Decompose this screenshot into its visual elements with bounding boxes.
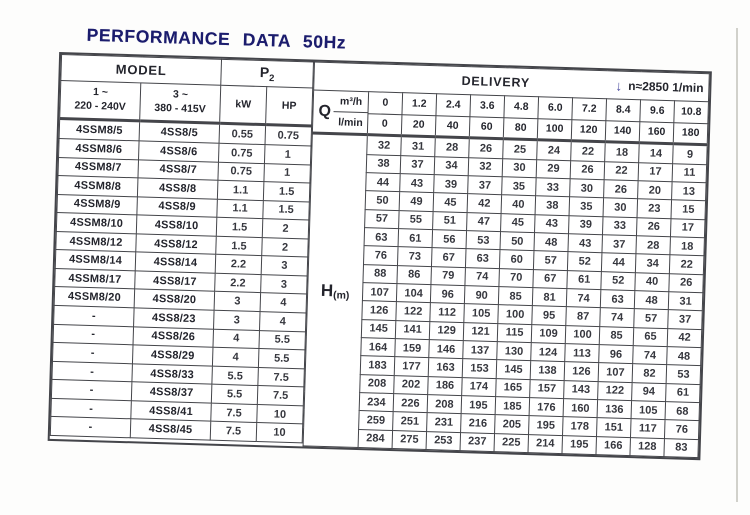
head-value-cell: 32	[468, 157, 503, 176]
model-3ph-cell: 4SS8/37	[131, 382, 212, 403]
head-value-cell: 61	[567, 270, 602, 289]
flow-lmin-cell: 80	[503, 117, 538, 139]
head-value-cell: 26	[570, 160, 605, 179]
model-header: MODEL	[61, 55, 222, 86]
model-3ph-cell: 4SS8/14	[135, 252, 216, 273]
head-value-cell: 31	[668, 292, 703, 311]
flow-lmin-cell: 180	[673, 122, 708, 145]
head-value-cell: 122	[396, 302, 431, 321]
head-value-cell: 34	[635, 254, 670, 273]
hp-cell: 1.5	[263, 200, 310, 220]
head-value-cell: 122	[598, 381, 633, 400]
head-value-cell: 40	[635, 272, 670, 291]
head-value-cell: 145	[496, 360, 531, 379]
phase1-label: 1 ~	[92, 86, 109, 99]
head-value-cell: 43	[535, 214, 570, 233]
head-value-cell: 9	[673, 144, 708, 165]
head-value-cell: 11	[672, 163, 707, 182]
flow-lmin-cell: 0	[367, 113, 402, 135]
kw-header: kW	[220, 85, 267, 124]
flow-header-wrap	[313, 91, 368, 134]
kw-cell: 7.5	[211, 403, 258, 423]
kw-cell: 4	[213, 329, 260, 349]
phase3-voltage: 380 - 415V	[154, 101, 206, 116]
head-value-cell: 39	[434, 175, 469, 194]
head-value-cell: 14	[639, 143, 674, 164]
head-value-cell: 153	[462, 359, 497, 378]
flow-m3h-cell: 9.6	[640, 100, 675, 122]
head-value-cell: 22	[604, 161, 639, 180]
p2-label: P	[259, 63, 270, 80]
speed-note: n≈2850 1/min	[628, 78, 704, 95]
head-value-cell: 22	[571, 141, 606, 162]
head-value-cell: 44	[601, 253, 636, 272]
head-value-cell: 47	[467, 212, 502, 231]
head-value-cell: 237	[460, 432, 495, 451]
head-value-cell: 52	[567, 252, 602, 271]
hp-cell: 5.5	[258, 349, 305, 369]
head-value-cell: 186	[428, 376, 463, 395]
head-value-cell: 15	[671, 200, 706, 219]
head-value-cell: 26	[604, 180, 639, 199]
kw-cell: 0.75	[218, 143, 265, 163]
model-3ph-cell: 4SS8/7	[138, 159, 219, 180]
hp-cell: 3	[261, 256, 308, 276]
head-value-cell: 105	[464, 304, 499, 323]
head-value-cell: 160	[563, 399, 598, 418]
head-value-cell: 112	[430, 303, 465, 322]
head-value-cell: 37	[468, 176, 503, 195]
head-value-cell: 126	[362, 301, 397, 320]
kw-cell: 5.5	[212, 366, 259, 386]
head-value-cell: 202	[394, 375, 429, 394]
head-value-cell: 35	[502, 177, 537, 196]
head-value-cell: 29	[536, 159, 571, 178]
head-value-cell: 96	[599, 345, 634, 364]
model-1ph-cell: 4SSM8/20	[54, 287, 135, 308]
model-3ph-cell: 4SS8/10	[136, 215, 217, 236]
head-value-cell: 208	[360, 374, 395, 393]
head-value-cell: 113	[565, 344, 600, 363]
kw-cell: 2.2	[215, 255, 262, 275]
head-value-cell: 55	[399, 210, 434, 229]
head-value-cell: 30	[603, 198, 638, 217]
head-value-cell: 165	[496, 378, 531, 397]
head-value-cell: 63	[465, 249, 500, 268]
head-value-cell: 137	[463, 341, 498, 360]
head-value-cell: 39	[569, 215, 604, 234]
flow-lmin-cell: 120	[571, 119, 606, 141]
head-value-cell: 96	[430, 285, 465, 304]
flow-m3h-cell: 3.6	[470, 95, 505, 117]
head-value-cell: 76	[364, 246, 399, 265]
head-value-cell: 51	[433, 211, 468, 230]
head-value-cell: 50	[365, 191, 400, 210]
head-value-cell: 43	[400, 174, 435, 193]
head-value-cell: 208	[427, 395, 462, 414]
head-value-cell: 164	[361, 338, 396, 357]
head-value-cell: 76	[665, 420, 700, 439]
flow-lmin-cell: 60	[469, 116, 504, 138]
head-value-cell: 67	[533, 269, 568, 288]
head-value-cell: 48	[534, 233, 569, 252]
model-1ph-cell: 4SSM8/10	[56, 213, 137, 234]
head-value-cell: 32	[367, 135, 402, 156]
flow-m3h-cell: 6.0	[538, 97, 573, 119]
head-value-cell: 63	[364, 228, 399, 247]
model-3ph-cell: 4SS8/26	[133, 326, 214, 347]
kw-cell: 5.5	[211, 384, 258, 404]
head-value-cell: 45	[501, 213, 536, 232]
model-1ph-cell: -	[50, 417, 131, 438]
head-value-cell: 216	[461, 414, 496, 433]
head-value-cell: 183	[360, 356, 395, 375]
head-value-cell: 195	[529, 416, 564, 435]
model-1ph-cell: -	[53, 324, 134, 345]
model-3ph-cell: 4SS8/6	[139, 141, 220, 162]
kw-cell: 0.55	[219, 123, 266, 144]
head-value-cell: 205	[495, 415, 530, 434]
head-value-cell: 82	[632, 364, 667, 383]
head-meters-label	[303, 133, 367, 447]
head-value-cell: 253	[426, 431, 461, 450]
head-value-cell: 56	[432, 230, 467, 249]
model-3ph-cell: 4SS8/45	[130, 419, 211, 440]
kw-cell: 4	[212, 347, 259, 367]
head-value-cell: 74	[600, 308, 635, 327]
p2-header	[221, 59, 314, 88]
flow-lmin-cell: 20	[401, 114, 436, 136]
phase3-voltage-header	[140, 83, 221, 123]
flow-m3h-cell: 2.4	[436, 94, 471, 116]
head-value-cell: 22	[669, 255, 704, 274]
head-value-cell: 57	[365, 209, 400, 228]
head-value-cell: 163	[428, 358, 463, 377]
kw-cell: 2.2	[215, 273, 262, 293]
head-value-cell: 177	[394, 357, 429, 376]
performance-table	[48, 52, 712, 460]
head-value-cell: 18	[670, 237, 705, 256]
head-value-cell: 124	[531, 343, 566, 362]
head-value-cell: 151	[597, 418, 632, 437]
head-value-cell: 37	[400, 155, 435, 174]
head-value-cell: 104	[396, 284, 431, 303]
model-1ph-cell: -	[51, 380, 132, 401]
model-3ph-cell: 4SS8/33	[132, 364, 213, 385]
head-value-cell: 178	[563, 417, 598, 436]
model-1ph-cell: 4SSM8/8	[57, 176, 138, 197]
head-value-cell: 107	[598, 363, 633, 382]
head-value-cell: 129	[429, 321, 464, 340]
model-power-table	[50, 54, 314, 443]
head-value-cell: 117	[631, 419, 666, 438]
head-value-cell: 50	[500, 232, 535, 251]
head-value-cell: 18	[605, 142, 640, 163]
head-value-cell: 141	[395, 320, 430, 339]
flow-m3h-cell: 10.8	[674, 101, 709, 124]
down-arrow-icon: ↓	[615, 77, 623, 94]
head-value-cell: 43	[568, 234, 603, 253]
delivery-label: DELIVERY	[461, 73, 531, 90]
head-value-cell: 95	[532, 306, 567, 325]
phase1-voltage: 220 - 240V	[74, 99, 126, 113]
lmin-unit-label: l/min	[338, 116, 363, 130]
head-value-cell: 176	[529, 398, 564, 417]
head-value-cell: 234	[359, 393, 394, 412]
head-value-cell: 74	[465, 267, 500, 286]
head-value-cell: 73	[398, 247, 433, 266]
hp-cell: 5.5	[259, 330, 306, 350]
model-3ph-cell: 4SS8/41	[131, 401, 212, 422]
head-value-cell: 26	[469, 138, 504, 159]
p2-subscript: 2	[268, 72, 275, 84]
hp-cell: 7.5	[257, 386, 304, 406]
head-value-cell: 85	[599, 326, 634, 345]
model-1ph-cell: -	[51, 398, 132, 419]
flow-lmin-cell: 40	[435, 115, 470, 137]
head-value-cell: 128	[630, 437, 665, 456]
head-value-cell: 33	[536, 178, 571, 197]
head-value-cell: 231	[427, 413, 462, 432]
head-value-cell: 88	[363, 264, 398, 283]
head-value-cell: 34	[434, 156, 469, 175]
head-value-cell: 94	[632, 382, 667, 401]
hp-cell: 4	[260, 312, 307, 332]
head-value-cell: 195	[461, 396, 496, 415]
head-value-cell: 53	[466, 231, 501, 250]
head-value-cell: 44	[366, 173, 401, 192]
head-value-cell: 195	[562, 435, 597, 454]
head-value-cell: 145	[361, 319, 396, 338]
head-value-cell: 30	[570, 179, 605, 198]
flow-m3h-cell: 4.8	[504, 96, 539, 118]
head-value-cell: 87	[566, 307, 601, 326]
head-value-cell: 40	[501, 195, 536, 214]
head-value-cell: 53	[666, 365, 701, 384]
head-value-cell: 52	[601, 271, 636, 290]
head-value-cell: 17	[670, 218, 705, 237]
model-3ph-cell: 4SS8/29	[132, 345, 213, 366]
h-unit: (m)	[332, 288, 350, 302]
speed-note-group	[615, 77, 704, 96]
model-1ph-cell: 4SSM8/14	[55, 250, 136, 271]
head-value-cell: 28	[435, 137, 470, 158]
model-1ph-cell: -	[52, 343, 133, 364]
head-value-cell: 214	[528, 434, 563, 453]
model-1ph-cell: 4SSM8/9	[57, 194, 138, 215]
head-value-cell: 49	[399, 192, 434, 211]
h-label: H	[320, 280, 334, 300]
model-1ph-cell: -	[52, 361, 133, 382]
head-value-cell: 174	[462, 377, 497, 396]
head-value-cell: 38	[535, 196, 570, 215]
head-value-cell: 107	[362, 283, 397, 302]
head-value-cell: 61	[398, 229, 433, 248]
hp-header: HP	[266, 87, 313, 126]
head-value-cell: 30	[502, 158, 537, 177]
head-value-cell: 45	[433, 193, 468, 212]
kw-cell: 3	[214, 310, 261, 330]
head-value-cell: 13	[672, 182, 707, 201]
flow-m3h-cell: 8.4	[606, 99, 641, 121]
q-label: Q	[318, 102, 332, 120]
head-value-cell: 35	[569, 197, 604, 216]
head-value-cell: 259	[359, 411, 394, 430]
head-value-cell: 121	[463, 322, 498, 341]
delivery-table	[303, 62, 710, 459]
head-value-cell: 63	[600, 290, 635, 309]
kw-cell: 1.1	[217, 199, 264, 219]
head-value-cell: 65	[633, 327, 668, 346]
head-value-cell: 74	[633, 346, 668, 365]
page-title: PERFORMANCE DATA 50Hz	[86, 24, 347, 53]
hp-cell: 10	[257, 404, 304, 424]
head-value-cell: 251	[393, 412, 428, 431]
hp-cell: 1	[264, 145, 311, 165]
head-value-cell: 109	[531, 324, 566, 343]
hp-cell: 1	[264, 163, 311, 183]
head-value-cell: 100	[498, 305, 533, 324]
model-1ph-cell: 4SSM8/5	[59, 119, 140, 141]
flow-m3h-cell: 1.2	[402, 93, 437, 115]
head-value-cell: 48	[634, 291, 669, 310]
kw-cell: 1.1	[217, 180, 264, 200]
head-value-cell: 157	[530, 379, 565, 398]
flow-lmin-cell: 100	[537, 118, 572, 140]
head-value-cell: 37	[668, 310, 703, 329]
head-value-cell: 25	[503, 139, 538, 160]
head-value-cell: 57	[533, 251, 568, 270]
model-1ph-cell: 4SSM8/7	[58, 157, 139, 178]
head-value-cell: 159	[395, 339, 430, 358]
kw-cell: 1.5	[216, 236, 263, 256]
head-value-cell: 17	[638, 162, 673, 181]
head-value-cell: 81	[532, 288, 567, 307]
head-value-cell: 57	[634, 309, 669, 328]
scan-edge-artifact	[736, 28, 738, 502]
model-3ph-cell: 4SS8/8	[137, 178, 218, 199]
hp-cell: 7.5	[258, 367, 305, 387]
flow-m3h-cell: 0	[368, 92, 403, 114]
head-value-cell: 26	[637, 217, 672, 236]
hp-cell: 2	[262, 219, 309, 239]
head-value-cell: 23	[637, 199, 672, 218]
flow-lmin-cell: 160	[639, 121, 674, 143]
head-value-cell: 48	[667, 347, 702, 366]
head-value-cell: 126	[564, 362, 599, 381]
head-value-cell: 130	[497, 342, 532, 361]
head-value-cell: 26	[669, 273, 704, 292]
head-value-cell: 83	[664, 438, 699, 457]
head-value-cell: 38	[366, 154, 401, 173]
hp-cell: 4	[260, 293, 307, 313]
head-value-cell: 42	[467, 194, 502, 213]
head-value-cell: 74	[566, 289, 601, 308]
model-3ph-cell: 4SS8/9	[137, 197, 218, 218]
head-value-cell: 79	[431, 266, 466, 285]
phase3-label: 3 ~	[172, 88, 189, 102]
head-value-cell: 138	[530, 361, 565, 380]
kw-cell: 7.5	[210, 422, 257, 442]
head-value-cell: 115	[497, 323, 532, 342]
head-value-cell: 166	[596, 436, 631, 455]
model-3ph-cell: 4SS8/17	[135, 271, 216, 292]
hp-cell: 1.5	[263, 182, 310, 202]
model-3ph-cell: 4SS8/12	[136, 234, 217, 255]
head-value-cell: 42	[667, 328, 702, 347]
head-value-cell: 226	[393, 394, 428, 413]
head-value-cell: 136	[597, 400, 632, 419]
hp-cell: 10	[256, 423, 303, 443]
head-value-cell: 100	[565, 325, 600, 344]
head-value-cell: 20	[638, 181, 673, 200]
model-1ph-cell: 4SSM8/6	[59, 139, 140, 160]
head-value-cell: 85	[498, 287, 533, 306]
head-value-cell: 68	[665, 402, 700, 421]
head-value-cell: 70	[499, 268, 534, 287]
head-value-cell: 143	[564, 380, 599, 399]
head-value-cell: 31	[401, 136, 436, 157]
head-value-cell: 284	[358, 429, 393, 448]
model-3ph-cell: 4SS8/5	[139, 121, 220, 143]
flow-m3h-cell: 7.2	[572, 98, 607, 120]
head-value-cell: 61	[666, 383, 701, 402]
head-value-cell: 28	[636, 236, 671, 255]
phase1-voltage-header	[60, 81, 141, 121]
model-1ph-cell: 4SSM8/17	[55, 268, 136, 289]
head-value-cell: 60	[499, 250, 534, 269]
head-value-cell: 185	[495, 397, 530, 416]
flow-lmin-cell: 140	[605, 120, 640, 142]
head-value-cell: 105	[631, 401, 666, 420]
head-value-cell: 86	[397, 265, 432, 284]
flow-units	[333, 91, 368, 133]
model-3ph-cell: 4SS8/23	[134, 308, 215, 329]
kw-cell: 1.5	[216, 217, 263, 237]
head-value-cell: 37	[602, 235, 637, 254]
kw-cell: 0.75	[218, 162, 265, 182]
hp-cell: 3	[261, 275, 308, 295]
head-value-cell: 225	[494, 433, 529, 452]
head-value-cell: 90	[464, 286, 499, 305]
hp-cell: 2	[262, 237, 309, 257]
head-value-cell: 33	[603, 216, 638, 235]
hp-cell: 0.75	[265, 125, 312, 146]
model-1ph-cell: 4SSM8/12	[56, 231, 137, 252]
kw-cell: 3	[214, 292, 261, 312]
m3h-unit-label: m³/h	[334, 91, 368, 113]
head-value-cell: 67	[432, 248, 467, 267]
datasheet	[48, 24, 718, 460]
head-value-cell: 275	[392, 430, 427, 449]
head-value-cell: 146	[429, 340, 464, 359]
flow-header	[312, 90, 368, 135]
model-3ph-cell: 4SS8/20	[134, 289, 215, 310]
head-value-cell: 24	[537, 140, 572, 161]
model-1ph-cell: -	[54, 305, 135, 326]
